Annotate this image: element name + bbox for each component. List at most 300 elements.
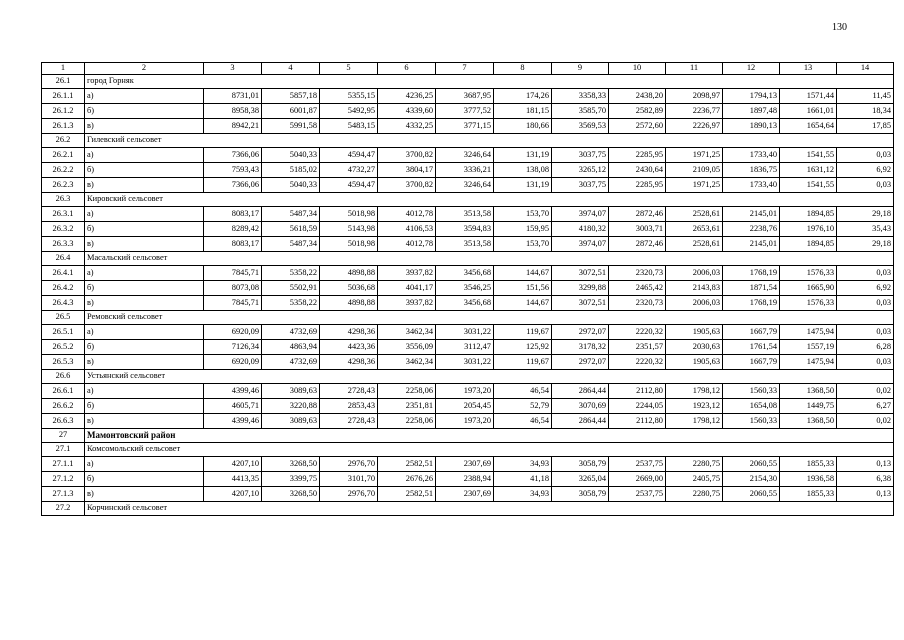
value-cell: 6,27 [837,399,894,414]
value-cell: 2280,75 [666,487,723,502]
value-cell: 1971,25 [666,148,723,163]
value-cell: 1973,20 [436,414,494,429]
value-cell: 5487,34 [262,237,320,252]
value-cell: 5618,59 [262,222,320,237]
value-cell: 4106,53 [378,222,436,237]
value-cell: 5040,33 [262,148,320,163]
value-cell: 1654,64 [780,119,837,134]
value-cell: 4732,27 [320,163,378,178]
value-cell: 8942,21 [204,119,262,134]
value-cell: 1557,19 [780,340,837,355]
column-header: 9 [552,63,609,75]
value-cell: 144,67 [494,266,552,281]
row-label: а) [85,89,204,104]
value-cell: 4012,78 [378,207,436,222]
value-cell: 2154,30 [723,472,780,487]
value-cell: 1368,50 [780,414,837,429]
section-code: 26.2 [42,134,85,148]
value-cell: 2972,07 [552,325,609,340]
value-cell: 8289,42 [204,222,262,237]
value-cell: 29,18 [837,237,894,252]
row-code: 27.1.1 [42,457,85,472]
value-cell: 1571,44 [780,89,837,104]
value-cell: 1976,10 [780,222,837,237]
row-code: 26.2.1 [42,148,85,163]
value-cell: 3220,88 [262,399,320,414]
value-cell: 35,43 [837,222,894,237]
value-cell: 3299,88 [552,281,609,296]
row-label: в) [85,237,204,252]
value-cell: 2582,89 [609,104,666,119]
column-header: 7 [436,63,494,75]
table-body [42,63,894,516]
value-cell: 181,15 [494,104,552,119]
value-cell: 7593,43 [204,163,262,178]
value-cell: 2976,70 [320,487,378,502]
value-cell: 6,92 [837,281,894,296]
value-cell: 4399,46 [204,384,262,399]
table-row [42,281,894,296]
section-code: 26.6 [42,370,85,384]
table-row [42,266,894,281]
value-cell: 2054,45 [436,399,494,414]
value-cell: 2537,75 [609,487,666,502]
value-cell: 4180,32 [552,222,609,237]
value-cell: 1449,75 [780,399,837,414]
value-cell: 2853,43 [320,399,378,414]
row-code: 26.5.3 [42,355,85,370]
value-cell: 3336,21 [436,163,494,178]
row-code: 27.1.2 [42,472,85,487]
section-name: Кировский сельсовет [85,193,894,207]
value-cell: 1897,48 [723,104,780,119]
value-cell: 5143,98 [320,222,378,237]
section-name: Комсомольский сельсовет [85,443,894,457]
value-cell: 34,93 [494,487,552,502]
section-code: 26.5 [42,311,85,325]
value-cell: 11,45 [837,89,894,104]
row-label: в) [85,296,204,311]
row-label: а) [85,148,204,163]
value-cell: 4898,88 [320,296,378,311]
value-cell: 0,03 [837,296,894,311]
value-cell: 1798,12 [666,384,723,399]
column-header: 8 [494,63,552,75]
value-cell: 3456,68 [436,266,494,281]
value-cell: 0,03 [837,148,894,163]
value-cell: 2653,61 [666,222,723,237]
value-cell: 3687,95 [436,89,494,104]
value-cell: 5358,22 [262,266,320,281]
value-cell: 1973,20 [436,384,494,399]
value-cell: 6,92 [837,163,894,178]
row-label: в) [85,355,204,370]
value-cell: 2976,70 [320,457,378,472]
tariff-table [41,62,894,516]
value-cell: 3268,50 [262,457,320,472]
value-cell: 1475,94 [780,355,837,370]
value-cell: 3569,53 [552,119,609,134]
value-cell: 2030,63 [666,340,723,355]
value-cell: 1894,85 [780,237,837,252]
column-header: 4 [262,63,320,75]
value-cell: 1905,63 [666,355,723,370]
row-code: 26.5.2 [42,340,85,355]
row-code: 26.5.1 [42,325,85,340]
value-cell: 1794,13 [723,89,780,104]
value-cell: 3974,07 [552,207,609,222]
value-cell: 0,03 [837,355,894,370]
value-cell: 1761,54 [723,340,780,355]
section-row [42,370,894,384]
value-cell: 119,67 [494,325,552,340]
value-cell: 1798,12 [666,414,723,429]
section-name: город Горняк [85,75,894,89]
table-row [42,457,894,472]
value-cell: 5502,91 [262,281,320,296]
table-row [42,237,894,252]
value-cell: 4399,46 [204,414,262,429]
value-cell: 1768,19 [723,266,780,281]
row-label: в) [85,487,204,502]
value-cell: 2405,75 [666,472,723,487]
value-cell: 4207,10 [204,487,262,502]
value-cell: 7366,06 [204,148,262,163]
value-cell: 2258,06 [378,384,436,399]
column-header: 14 [837,63,894,75]
section-row [42,75,894,89]
table-row [42,399,894,414]
value-cell: 6920,09 [204,355,262,370]
column-header: 11 [666,63,723,75]
value-cell: 2285,95 [609,148,666,163]
section-row [42,311,894,325]
value-cell: 2244,05 [609,399,666,414]
value-cell: 1560,33 [723,414,780,429]
section-row [42,429,894,443]
row-label: б) [85,222,204,237]
section-row [42,134,894,148]
value-cell: 131,19 [494,148,552,163]
section-code: 27.1 [42,443,85,457]
table-row [42,163,894,178]
section-name: Гилевский сельсовет [85,134,894,148]
section-row [42,443,894,457]
value-cell: 2582,51 [378,457,436,472]
value-cell: 3456,68 [436,296,494,311]
value-cell: 3594,83 [436,222,494,237]
value-cell: 4898,88 [320,266,378,281]
value-cell: 2236,77 [666,104,723,119]
value-cell: 1667,79 [723,355,780,370]
value-cell: 159,95 [494,222,552,237]
value-cell: 2320,73 [609,296,666,311]
table-row [42,384,894,399]
row-label: б) [85,163,204,178]
row-code: 26.4.2 [42,281,85,296]
value-cell: 2351,81 [378,399,436,414]
value-cell: 3246,64 [436,148,494,163]
value-cell: 4594,47 [320,148,378,163]
value-cell: 3089,63 [262,384,320,399]
table-row [42,178,894,193]
value-cell: 1733,40 [723,178,780,193]
table-row [42,325,894,340]
row-label: б) [85,399,204,414]
value-cell: 2430,64 [609,163,666,178]
value-cell: 3268,50 [262,487,320,502]
value-cell: 1855,33 [780,457,837,472]
column-header: 5 [320,63,378,75]
row-label: в) [85,178,204,193]
value-cell: 5492,95 [320,104,378,119]
value-cell: 3513,58 [436,237,494,252]
value-cell: 3399,75 [262,472,320,487]
value-cell: 1560,33 [723,384,780,399]
value-cell: 3700,82 [378,148,436,163]
value-cell: 2872,46 [609,207,666,222]
value-cell: 46,54 [494,414,552,429]
value-cell: 1871,54 [723,281,780,296]
value-cell: 1631,12 [780,163,837,178]
table-row [42,222,894,237]
value-cell: 17,85 [837,119,894,134]
row-code: 26.6.3 [42,414,85,429]
value-cell: 119,67 [494,355,552,370]
table-row [42,104,894,119]
value-cell: 3937,82 [378,266,436,281]
value-cell: 4605,71 [204,399,262,414]
value-cell: 2145,01 [723,237,780,252]
row-code: 26.1.3 [42,119,85,134]
value-cell: 180,66 [494,119,552,134]
value-cell: 5857,18 [262,89,320,104]
value-cell: 174,26 [494,89,552,104]
value-cell: 1768,19 [723,296,780,311]
value-cell: 1836,75 [723,163,780,178]
value-cell: 2098,97 [666,89,723,104]
value-cell: 3178,32 [552,340,609,355]
table-row [42,207,894,222]
value-cell: 4236,25 [378,89,436,104]
value-cell: 0,02 [837,414,894,429]
value-cell: 2220,32 [609,325,666,340]
row-label: а) [85,325,204,340]
column-header: 6 [378,63,436,75]
value-cell: 1890,13 [723,119,780,134]
value-cell: 3937,82 [378,296,436,311]
value-cell: 4863,94 [262,340,320,355]
value-cell: 1733,40 [723,148,780,163]
value-cell: 1971,25 [666,178,723,193]
value-cell: 2238,76 [723,222,780,237]
row-label: в) [85,119,204,134]
value-cell: 125,92 [494,340,552,355]
value-cell: 0,02 [837,384,894,399]
value-cell: 3072,51 [552,266,609,281]
row-code: 26.2.2 [42,163,85,178]
value-cell: 3246,64 [436,178,494,193]
value-cell: 5018,98 [320,207,378,222]
column-header: 12 [723,63,780,75]
value-cell: 1936,58 [780,472,837,487]
value-cell: 29,18 [837,207,894,222]
value-cell: 3070,69 [552,399,609,414]
value-cell: 1475,94 [780,325,837,340]
value-cell: 3089,63 [262,414,320,429]
row-code: 26.1.2 [42,104,85,119]
value-cell: 7126,34 [204,340,262,355]
row-label: а) [85,384,204,399]
section-row [42,252,894,266]
value-cell: 3037,75 [552,178,609,193]
value-cell: 3974,07 [552,237,609,252]
value-cell: 4332,25 [378,119,436,134]
value-cell: 7845,71 [204,266,262,281]
value-cell: 3101,70 [320,472,378,487]
value-cell: 3585,70 [552,104,609,119]
value-cell: 4012,78 [378,237,436,252]
value-cell: 0,03 [837,325,894,340]
row-label: б) [85,104,204,119]
value-cell: 2143,83 [666,281,723,296]
value-cell: 3037,75 [552,148,609,163]
table-row [42,148,894,163]
value-cell: 8731,01 [204,89,262,104]
value-cell: 4594,47 [320,178,378,193]
value-cell: 2728,43 [320,414,378,429]
value-cell: 2280,75 [666,457,723,472]
value-cell: 2864,44 [552,414,609,429]
value-cell: 4339,60 [378,104,436,119]
value-cell: 7366,06 [204,178,262,193]
value-cell: 3513,58 [436,207,494,222]
value-cell: 1541,55 [780,148,837,163]
value-cell: 5358,22 [262,296,320,311]
value-cell: 138,08 [494,163,552,178]
value-cell: 0,13 [837,457,894,472]
value-cell: 2465,42 [609,281,666,296]
value-cell: 1661,01 [780,104,837,119]
row-code: 26.3.3 [42,237,85,252]
value-cell: 3072,51 [552,296,609,311]
value-cell: 4732,69 [262,355,320,370]
value-cell: 3771,15 [436,119,494,134]
value-cell: 2112,80 [609,414,666,429]
value-cell: 18,34 [837,104,894,119]
value-cell: 4732,69 [262,325,320,340]
value-cell: 2864,44 [552,384,609,399]
value-cell: 4423,36 [320,340,378,355]
value-cell: 2307,69 [436,457,494,472]
value-cell: 3058,79 [552,487,609,502]
value-cell: 8073,08 [204,281,262,296]
value-cell: 46,54 [494,384,552,399]
value-cell: 3462,34 [378,325,436,340]
section-name: Масальский сельсовет [85,252,894,266]
row-code: 26.4.3 [42,296,85,311]
row-label: б) [85,472,204,487]
value-cell: 1541,55 [780,178,837,193]
row-code: 26.2.3 [42,178,85,193]
row-label: б) [85,281,204,296]
value-cell: 2285,95 [609,178,666,193]
value-cell: 0,03 [837,266,894,281]
value-cell: 5483,15 [320,119,378,134]
value-cell: 5355,15 [320,89,378,104]
value-cell: 1855,33 [780,487,837,502]
value-cell: 2109,05 [666,163,723,178]
row-code: 26.1.1 [42,89,85,104]
value-cell: 1923,12 [666,399,723,414]
value-cell: 4041,17 [378,281,436,296]
value-cell: 2060,55 [723,487,780,502]
column-header: 10 [609,63,666,75]
section-code: 27 [42,429,85,443]
section-row [42,193,894,207]
row-code: 26.4.1 [42,266,85,281]
value-cell: 151,56 [494,281,552,296]
value-cell: 3058,79 [552,457,609,472]
section-code: 27.2 [42,502,85,516]
value-cell: 3777,52 [436,104,494,119]
value-cell: 4207,10 [204,457,262,472]
value-cell: 3546,25 [436,281,494,296]
value-cell: 2872,46 [609,237,666,252]
column-header: 13 [780,63,837,75]
value-cell: 144,67 [494,296,552,311]
value-cell: 1905,63 [666,325,723,340]
value-cell: 41,18 [494,472,552,487]
value-cell: 2528,61 [666,237,723,252]
header-row [42,63,894,75]
section-name: Корчинский сельсовет [85,502,894,516]
value-cell: 6,38 [837,472,894,487]
value-cell: 4298,36 [320,325,378,340]
column-header: 1 [42,63,85,75]
value-cell: 2220,32 [609,355,666,370]
value-cell: 3700,82 [378,178,436,193]
value-cell: 52,79 [494,399,552,414]
value-cell: 2582,51 [378,487,436,502]
table-row [42,414,894,429]
row-code: 26.6.2 [42,399,85,414]
value-cell: 2669,00 [609,472,666,487]
value-cell: 3804,17 [378,163,436,178]
row-label: в) [85,414,204,429]
value-cell: 2006,03 [666,266,723,281]
value-cell: 3003,71 [609,222,666,237]
value-cell: 1576,33 [780,266,837,281]
row-label: а) [85,457,204,472]
value-cell: 5991,58 [262,119,320,134]
value-cell: 8083,17 [204,207,262,222]
value-cell: 2572,60 [609,119,666,134]
row-code: 26.6.1 [42,384,85,399]
table-row [42,89,894,104]
value-cell: 2307,69 [436,487,494,502]
value-cell: 5018,98 [320,237,378,252]
value-cell: 8958,38 [204,104,262,119]
row-label: а) [85,266,204,281]
page-number: 130 [832,22,847,33]
value-cell: 6920,09 [204,325,262,340]
value-cell: 3265,12 [552,163,609,178]
value-cell: 5185,02 [262,163,320,178]
value-cell: 2972,07 [552,355,609,370]
section-code: 26.3 [42,193,85,207]
table-row [42,487,894,502]
